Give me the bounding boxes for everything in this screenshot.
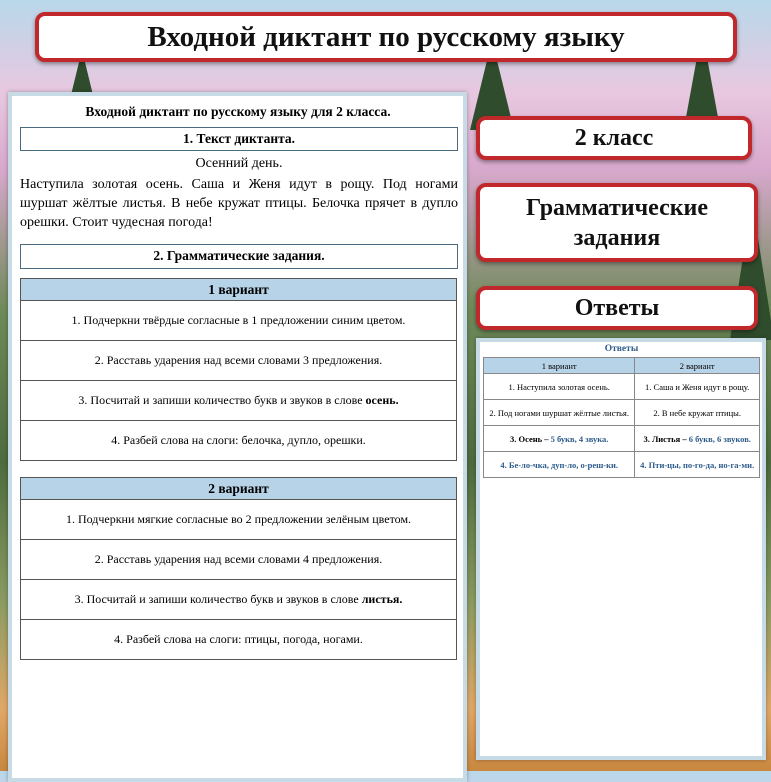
main-title-banner: Входной диктант по русскому языку [35,12,737,62]
text-title: Осенний день. [195,156,283,171]
dictation-text: Наступила золотая осень. Саша и Женя идут в рощу. Под ногами шуршат жёлтые листья. В небе кружат птицы. Белочка прячет в дупло орешки. Стоит чудесная погода! [20,177,458,230]
answer-cell: 2. Под ногами шуршат жёлтые листья. [484,400,635,426]
task: 2. Расставь ударения над всеми словами 4 предложения. [21,540,457,580]
answers-banner: Ответы [476,286,758,330]
variant-2-table [20,477,457,660]
answers-table [483,357,760,478]
grammar-banner: Грамматические задания [476,183,758,262]
answer-word: 3. Осень – [509,433,551,444]
answer-cell: 4. Пти-цы, по-го-да, но-га-ми. [635,452,760,478]
task-word: осень. [365,393,399,407]
section-2-title: 2. Грамматические задания. [20,244,458,269]
sheet-heading: Входной диктант по русскому языку для 2 класса. [85,104,391,119]
answer-cell: 2. В небе кружат птицы. [635,400,760,426]
task-word: листья. [361,592,403,606]
answer-cell: 1. Наступила золотая осень. [484,374,635,400]
answer-cell [635,426,760,452]
answer-cell: 1. Саша и Женя идут в рощу. [635,374,760,400]
variant-header: 1 вариант [21,279,457,301]
variant-1-table [20,278,457,461]
task: 4. Разбей слова на слоги: белочка, дупло, орешки. [21,421,457,461]
answer-word: 3. Листья – [643,433,689,444]
answers-title: Ответы [604,344,639,354]
answer-count: 5 букв, 4 звука. [550,433,609,444]
answer-cell: 4. Бе-ло-чка, дуп-ло, о-реш-ки. [484,452,635,478]
col-header: 1 вариант [484,358,635,374]
variant-header: 2 вариант [21,478,457,500]
task: 1. Подчеркни твёрдые согласные в 1 предложении синим цветом. [21,301,457,341]
task: 4. Разбей слова на слоги: птицы, погода, ногами. [21,620,457,660]
col-header: 2 вариант [635,358,760,374]
section-1-title: 1. Текст диктанта. [20,127,458,151]
task [21,580,457,620]
task: 1. Подчеркни мягкие согласные во 2 предложении зелёным цветом. [21,500,457,540]
task [21,381,457,421]
answer-count: 6 букв, 6 звуков. [688,433,751,444]
answer-cell [484,426,635,452]
task-text: 3. Посчитай и запиши количество букв и звуков в слове [78,393,366,407]
task: 2. Расставь ударения над всеми словами 3 предложения. [21,341,457,381]
grade-banner: 2 класс [476,116,752,160]
task-text: 3. Посчитай и запиши количество букв и звуков в слове [74,592,362,606]
